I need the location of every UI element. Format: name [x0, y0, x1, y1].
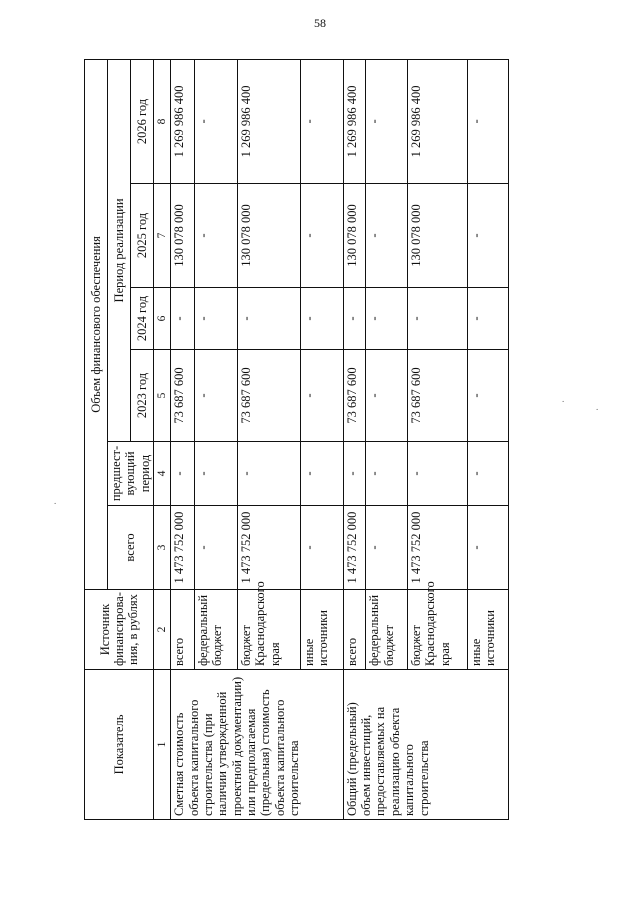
value-2026: - [300, 59, 343, 183]
value-2025: - [300, 184, 343, 288]
column-number: 2 [154, 590, 171, 670]
header-year-2025: 2025 год [131, 184, 154, 288]
column-number: 8 [154, 59, 171, 183]
value-2023: - [366, 350, 407, 442]
value-total: 1 473 752 000 [343, 506, 366, 590]
value-prior: - [366, 442, 407, 506]
value-prior: - [194, 442, 237, 506]
value-2026: 1 269 986 400 [237, 59, 300, 183]
value-2023: 73 687 600 [407, 350, 467, 442]
rotated-table-container [84, 60, 498, 820]
value-2025: - [194, 184, 237, 288]
value-total: - [194, 506, 237, 590]
table-row [343, 59, 366, 819]
header-indicator: Показатель [85, 670, 154, 820]
value-total: - [467, 506, 508, 590]
header-source: Источник финансирова-ния, в рублях [85, 590, 154, 670]
value-2023: - [467, 350, 508, 442]
scan-speck: . [54, 496, 57, 506]
header-total: всего [108, 506, 154, 590]
source-cell: всего [343, 590, 366, 670]
value-2024: - [366, 288, 407, 350]
value-2024: - [343, 288, 366, 350]
source-cell: всего [171, 590, 195, 670]
header-implementation-period: Период реализации [108, 59, 131, 441]
value-2023: 73 687 600 [171, 350, 195, 442]
scan-speck: . [596, 402, 599, 412]
value-2023: 73 687 600 [343, 350, 366, 442]
value-2026: - [366, 59, 407, 183]
value-2024: - [237, 288, 300, 350]
value-total: 1 473 752 000 [171, 506, 195, 590]
value-2023: - [194, 350, 237, 442]
value-2025: - [366, 184, 407, 288]
financing-table [84, 59, 509, 820]
value-2026: 1 269 986 400 [407, 59, 467, 183]
page-number: 58 [314, 16, 326, 30]
value-2026: 1 269 986 400 [171, 59, 195, 183]
value-2024: - [467, 288, 508, 350]
value-total: - [366, 506, 407, 590]
value-2025: - [467, 184, 508, 288]
header-prior-period: предшест-вующий период [108, 442, 154, 506]
value-prior: - [300, 442, 343, 506]
column-number: 4 [154, 442, 171, 506]
column-number: 7 [154, 184, 171, 288]
header-year-2023: 2023 год [131, 350, 154, 442]
header-year-2024: 2024 год [131, 288, 154, 350]
value-2026: 1 269 986 400 [343, 59, 366, 183]
value-prior: - [407, 442, 467, 506]
value-prior: - [171, 442, 195, 506]
column-number: 3 [154, 506, 171, 590]
indicator-cell: Сметная стоимость объекта капитального строительства (при наличии утвержденной проектной документации) или предполагаемая (предельная) стоимость объекта капитального строительства [171, 670, 344, 820]
source-cell: бюджет Краснодарского края [407, 590, 467, 670]
value-2025: 130 078 000 [171, 184, 195, 288]
value-total: 1 473 752 000 [237, 506, 300, 590]
value-total: 1 473 752 000 [407, 506, 467, 590]
value-2026: - [467, 59, 508, 183]
value-total: - [300, 506, 343, 590]
value-2024: - [171, 288, 195, 350]
value-2026: - [194, 59, 237, 183]
indicator-cell: Общий (предельный) объем инвестиций, предоставляемых на реализацию объекта капитального строительства [343, 670, 509, 820]
value-prior: - [467, 442, 508, 506]
value-prior: - [237, 442, 300, 506]
value-2024: - [194, 288, 237, 350]
value-2024: - [300, 288, 343, 350]
scan-speck: . [562, 394, 565, 404]
value-2023: - [300, 350, 343, 442]
value-2025: 130 078 000 [407, 184, 467, 288]
source-cell: бюджет Краснодарского края [237, 590, 300, 670]
source-cell: федеральный бюджет [366, 590, 407, 670]
header-year-2026: 2026 год [131, 59, 154, 183]
source-cell: федеральный бюджет [194, 590, 237, 670]
column-number: 1 [154, 670, 171, 820]
value-2024: - [407, 288, 467, 350]
table-row [171, 59, 195, 819]
table-title: Объем финансового обеспечения [85, 59, 108, 589]
source-cell: иные источники [467, 590, 508, 670]
column-number: 5 [154, 350, 171, 442]
value-prior: - [343, 442, 366, 506]
value-2023: 73 687 600 [237, 350, 300, 442]
value-2025: 130 078 000 [237, 184, 300, 288]
source-cell: иные источники [300, 590, 343, 670]
value-2025: 130 078 000 [343, 184, 366, 288]
column-number: 6 [154, 288, 171, 350]
